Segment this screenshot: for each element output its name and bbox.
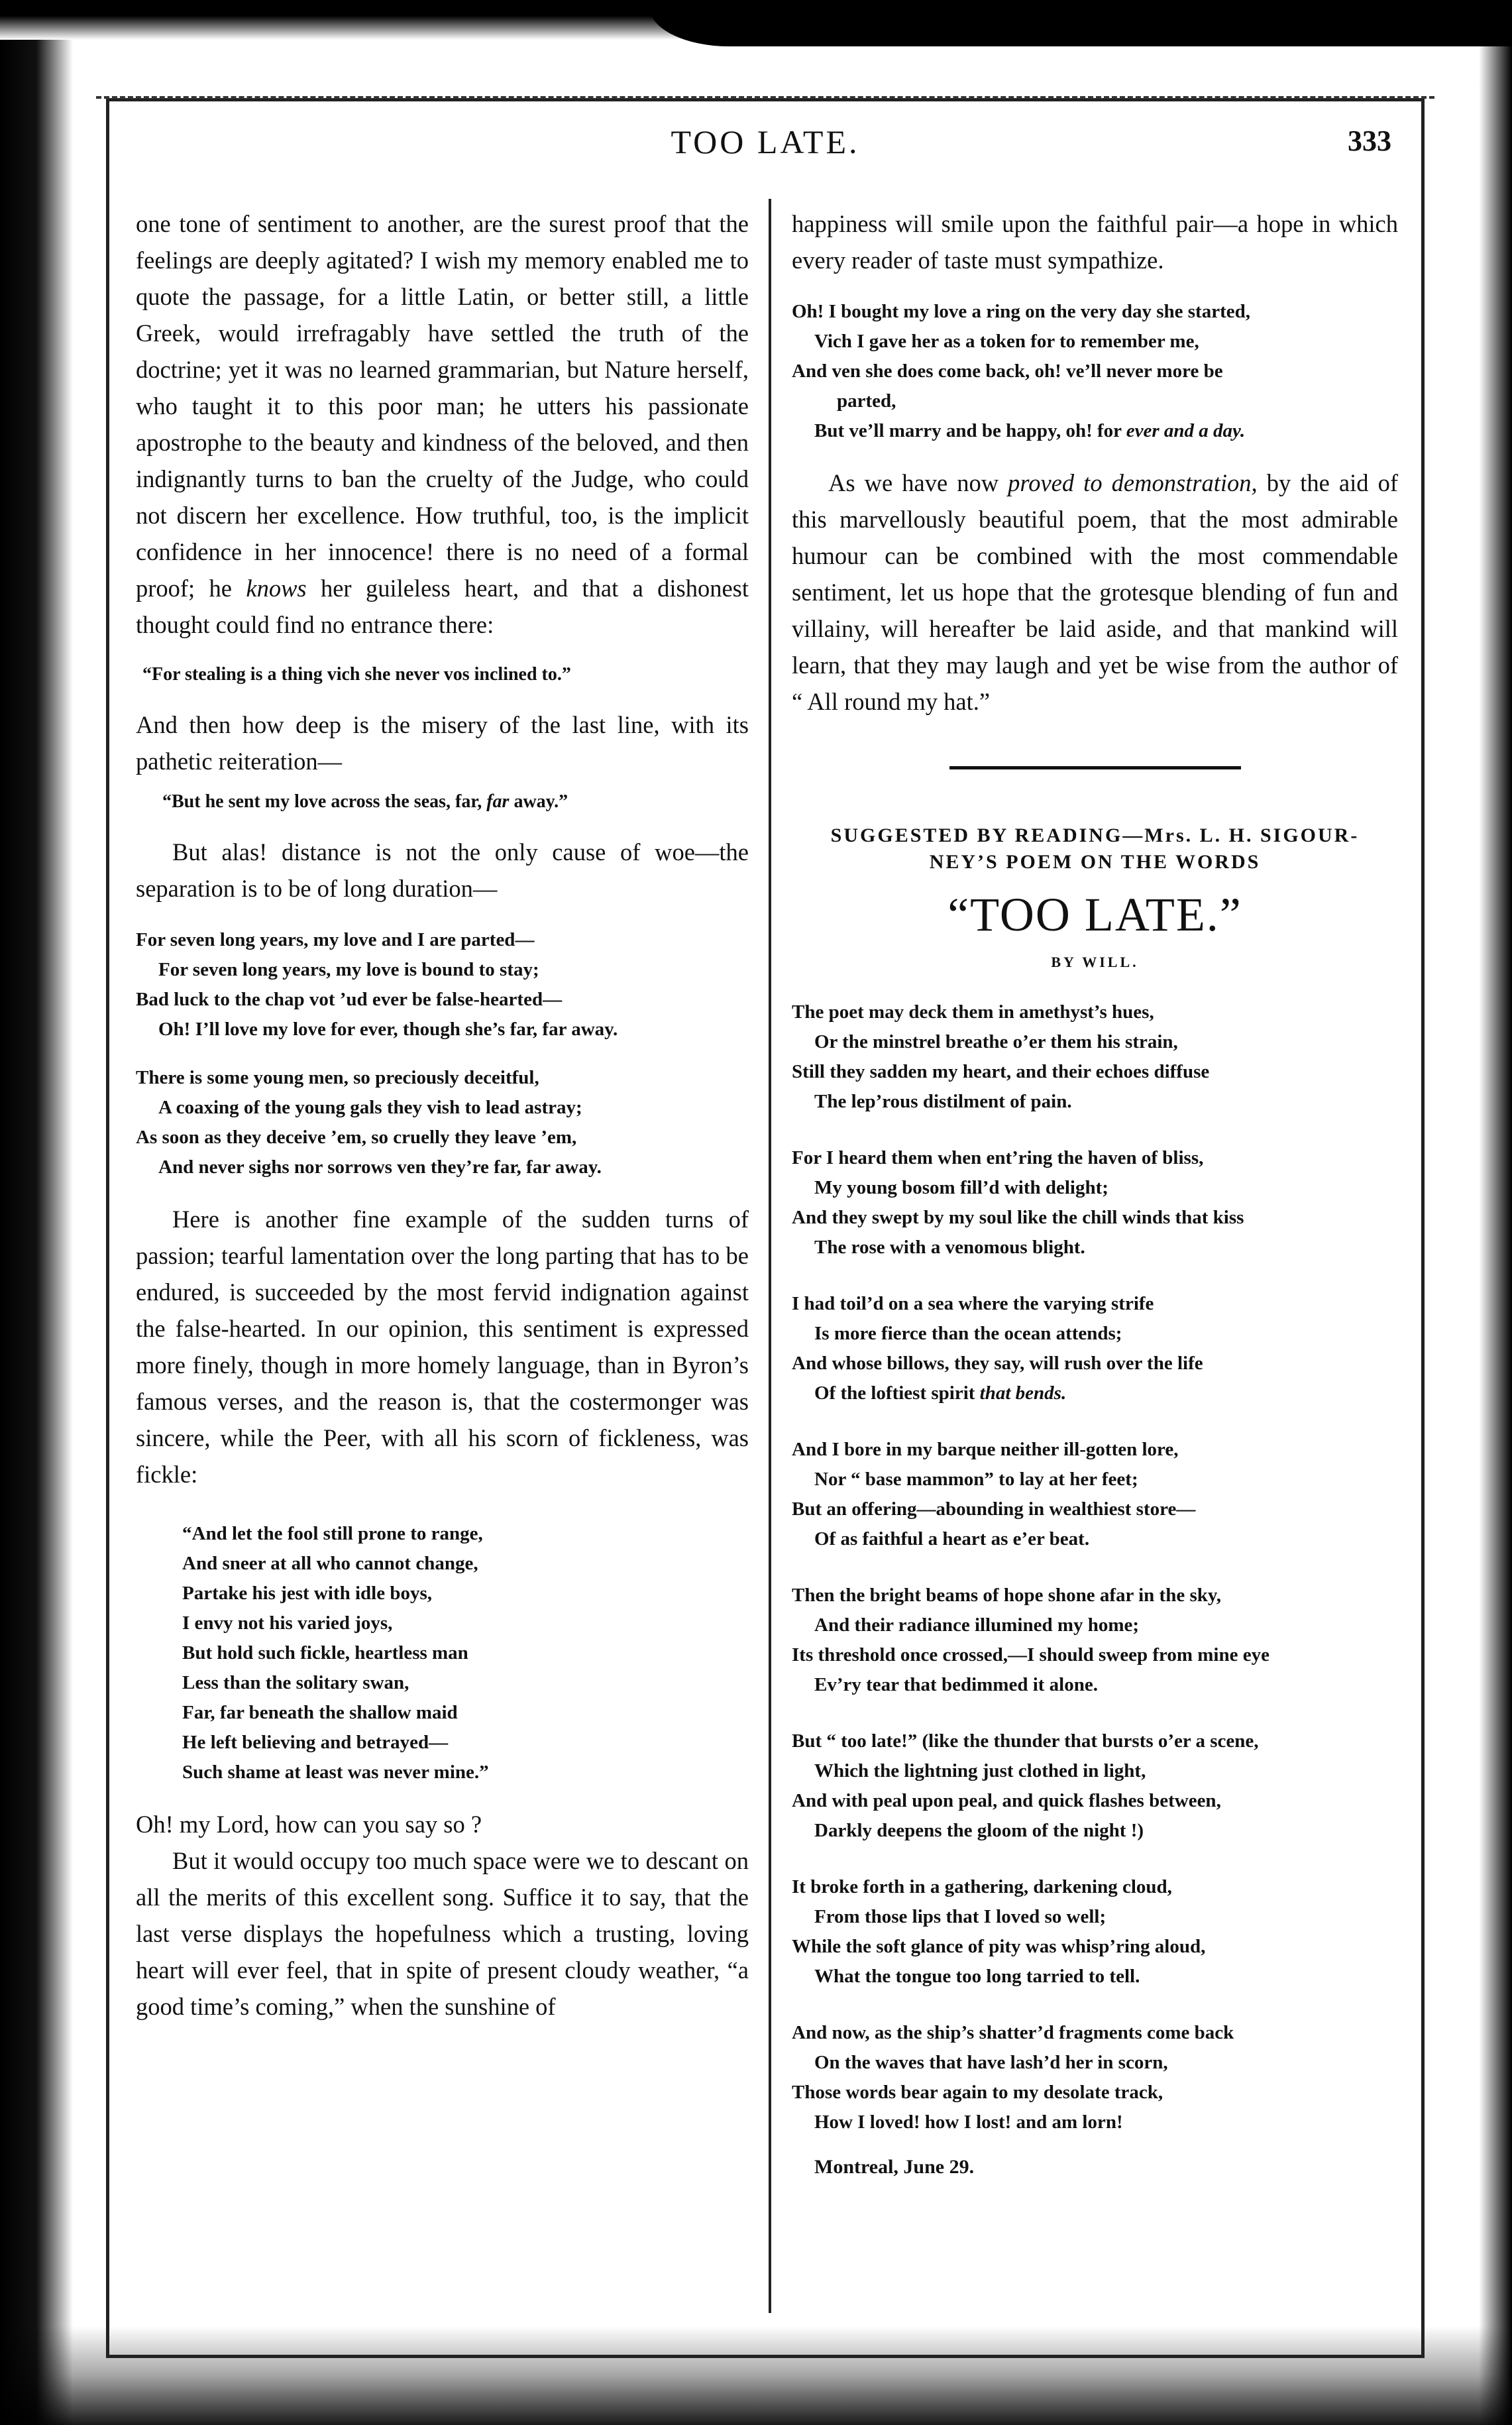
verse-line: And sneer at all who cannot change, (182, 1553, 478, 1574)
verse-line: But ve’ll marry and be happy, oh! for ever and a day. (814, 420, 1246, 441)
page-header (119, 123, 1411, 162)
verse-line: Oh! I’ll love my love for ever, though she’s far, far away. (158, 1019, 618, 1040)
poem-stanza-1 (792, 997, 1398, 1117)
verse-line: There is some young men, so preciously deceitful, (136, 1067, 539, 1088)
verse-line: Those words bear again to my desolate track, (792, 2082, 1163, 2103)
poem-heading-line-1: SUGGESTED BY READING—Mrs. L. H. SIGOUR- (830, 824, 1360, 846)
poem-stanza-7 (792, 1872, 1398, 1992)
poem-heading-line-2: NEY’S POEM ON THE WORDS (929, 851, 1261, 873)
verse-line: And their radiance illumined my home; (814, 1614, 1140, 1636)
verse-line: Less than the solitary swan, (182, 1672, 409, 1693)
verse-line: For seven long years, my love is bound to stay; (158, 959, 539, 980)
verse-line: Nor “ base mammon” to lay at her feet; (814, 1469, 1138, 1490)
verse-line: While the soft glance of pity was whisp’ring aloud, (792, 1936, 1206, 1957)
scan-right-edge (1479, 40, 1512, 2425)
poem-stanza-5 (792, 1581, 1398, 1700)
verse-line: Its threshold once crossed,—I should sweep from mine eye (792, 1644, 1269, 1665)
verse-line: parted, (837, 390, 896, 412)
verse-line: As soon as they deceive ’em, so cruelly they leave ’em, (136, 1127, 577, 1148)
verse-line: How I loved! how I lost! and am lorn! (814, 2112, 1123, 2133)
left-paragraph-3: But alas! distance is not the only cause of woe—the separation is to be of long duration— (136, 838, 749, 902)
quote-stealing: “For stealing is a thing vich she never vos inclined to.” (142, 664, 571, 685)
verse-line: From those lips that I loved so well; (814, 1906, 1107, 1927)
verse-line: Or the minstrel breathe o’er them his strain, (814, 1031, 1178, 1052)
left-paragraph-1: one tone of sentiment to another, are the surest proof that the feelings are deeply agitated? I wish my memory enabled me to quote the passage, for a little Latin, or better still, a little Greek, would irrefragably have settled the truth of the doctrine; yet it was no learned grammarian, but Nature herself, who taught it to this poor man; he utters his passionate apostrophe to the beauty and kindness of the beloved, and then indignantly turns to ban the cruelty of the Judge, who could not discern her excellence. How truthful, too, is the implicit confidence in her innocence! there is no need of a formal proof; he knows her guileless heart, and that a dishonest thought could find no entrance there: (136, 210, 749, 638)
poem-byline: BY WILL. (1051, 954, 1139, 970)
verse-line: But an offering—abounding in wealthiest store— (792, 1498, 1196, 1520)
left-paragraph-2: And then how deep is the misery of the last line, with its pathetic reiteration— (136, 711, 749, 775)
verse-line: But “ too late!” (like the thunder that bursts o’er a scene, (792, 1730, 1259, 1752)
verse-line: It broke forth in a gathering, darkening cloud, (792, 1876, 1172, 1897)
song-verse-1 (136, 925, 749, 1044)
verse-line: Oh! I bought my love a ring on the very day she started, (792, 301, 1250, 322)
verse-line: Darkly deepens the gloom of the night !) (814, 1820, 1144, 1841)
right-paragraph-1: happiness will smile upon the faithful pair—a hope in which every reader of taste must sympathize. (792, 210, 1398, 274)
verse-line: Bad luck to the chap vot ’ud ever be false-hearted— (136, 989, 563, 1010)
ring-verse (792, 297, 1398, 446)
verse-line: Such shame at least was never mine.” (182, 1762, 489, 1783)
verse-line: I envy not his varied joys, (182, 1612, 393, 1634)
verse-line: Still they sadden my heart, and their echoes diffuse (792, 1061, 1210, 1082)
left-column (136, 205, 749, 2025)
verse-line: Is more fierce than the ocean attends; (814, 1323, 1122, 1344)
verse-line: But hold such fickle, heartless man (182, 1642, 468, 1664)
verse-line: Which the lightning just clothed in light, (814, 1760, 1146, 1781)
verse-line: The poet may deck them in amethyst’s hues, (792, 1001, 1154, 1023)
verse-line: And now, as the ship’s shatter’d fragments come back (792, 2022, 1234, 2043)
poem-stanza-3 (792, 1289, 1398, 1408)
verse-line: The rose with a venomous blight. (814, 1237, 1085, 1258)
verse-line: Of the loftiest spirit that bends. (814, 1382, 1067, 1404)
byron-verse (136, 1519, 749, 1787)
verse-line: And ven she does come back, oh! ve’ll never more be (792, 361, 1223, 382)
poem-stanza-8 (792, 2018, 1398, 2137)
verse-line: And whose billows, they say, will rush over the life (792, 1353, 1203, 1374)
verse-line: For seven long years, my love and I are parted— (136, 929, 535, 950)
right-paragraph-2: As we have now proved to demonstration, by the aid of this marvellously beautiful poem, that the most admirable humour can be combined with the most commendable sentiment, let us hope that the grotesque blending of fun and villainy, will hereafter be laid aside, and that mankind will learn, that they may laugh and yet be wise from the author of “ All round my hat.” (792, 469, 1398, 715)
column-divider (769, 199, 771, 2313)
verse-line: Vich I gave her as a token for to remember me, (814, 331, 1199, 352)
verse-line: Ev’ry tear that bedimmed it alone. (814, 1674, 1098, 1695)
song-verse-2 (136, 1063, 749, 1182)
running-title: TOO LATE. (671, 123, 860, 160)
left-paragraph-5: Oh! my Lord, how can you say so ? (136, 1811, 482, 1838)
poem-stanza-6 (792, 1726, 1398, 1846)
verse-line: I had toil’d on a sea where the varying strife (792, 1293, 1154, 1314)
scan-top-blob (649, 0, 1512, 46)
poem-title: “TOO LATE.” (947, 888, 1242, 941)
poem-signoff: Montreal, June 29. (814, 2156, 975, 2178)
verse-line: And never sighs nor sorrows ven they’re far, far away. (158, 1156, 602, 1178)
verse-line: A coaxing of the young gals they vish to lead astray; (158, 1097, 582, 1118)
page-number: 333 (1348, 125, 1391, 157)
poem-stanza-2 (792, 1143, 1398, 1263)
verse-line: He left believing and betrayed— (182, 1732, 449, 1753)
quote-far-away: “But he sent my love across the seas, far, far away.” (162, 791, 568, 812)
verse-line: And I bore in my barque neither ill-gotten lore, (792, 1439, 1179, 1460)
verse-line: My young bosom fill’d with delight; (814, 1177, 1108, 1198)
verse-line: Of as faithful a heart as e’er beat. (814, 1528, 1090, 1550)
verse-line: “And let the fool still prone to range, (182, 1523, 483, 1544)
scan-left-edge (0, 40, 73, 2425)
left-paragraph-4: Here is another fine example of the sudden turns of passion; tearful lamentation over the long parting that has to be endured, is succeeded by the most fervid indignation against the false-hearted. In our opinion, this sentiment is expressed more finely, though in more homely language, than in Byron’s famous verses, and the reason is, that the costermonger was sincere, while the Peer, with all his scorn of fickleness, was fickle: (136, 1206, 749, 1488)
verse-line: And with peal upon peal, and quick flashes between, (792, 1790, 1221, 1811)
right-column (792, 205, 1398, 2178)
verse-line: Partake his jest with idle boys, (182, 1583, 432, 1604)
verse-line: The lep’rous distilment of pain. (814, 1091, 1072, 1112)
verse-line: What the tongue too long tarried to tell. (814, 1966, 1140, 1987)
verse-line: Far, far beneath the shallow maid (182, 1702, 458, 1723)
verse-line: And they swept by my soul like the chill winds that kiss (792, 1207, 1244, 1228)
poem-stanza-4 (792, 1435, 1398, 1554)
left-paragraph-6: But it would occupy too much space were we to descant on all the merits of this excellent song. Suffice it to say, that the last verse displays the hopefulness which a trusting, loving heart will ever feel, that in spite of present cloudy weather, “a good time’s coming,” when the sunshine of (136, 1847, 749, 2020)
verse-line: Then the bright beams of hope shone afar in the sky, (792, 1585, 1222, 1606)
verse-line: On the waves that have lash’d her in scorn, (814, 2052, 1168, 2073)
verse-line: For I heard them when ent’ring the haven of bliss, (792, 1147, 1204, 1168)
